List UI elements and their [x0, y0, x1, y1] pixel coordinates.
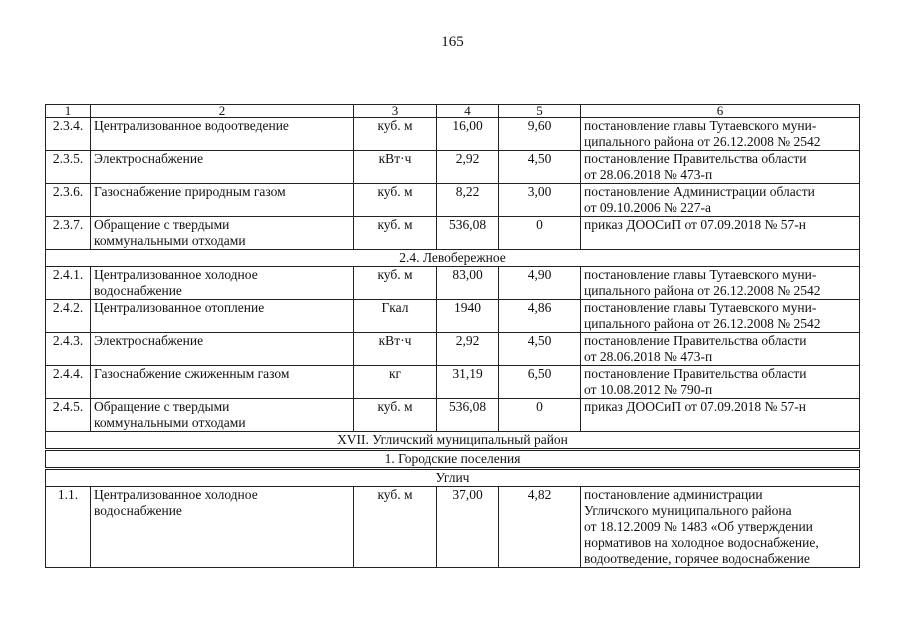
norm-value-2: 0 [499, 399, 581, 432]
service-name-line: Обращение с твердыми [94, 217, 230, 232]
table-row [46, 267, 860, 300]
legal-act-line: от 09.10.2006 № 227-а [584, 200, 711, 215]
service-name-line: Централизованное холодное [94, 267, 258, 282]
column-header: 3 [354, 105, 437, 118]
service-name-line: Централизованное водоотведение [94, 118, 289, 133]
norm-value-2: 4,82 [499, 487, 581, 568]
unit: кВт·ч [354, 333, 437, 366]
table-row [46, 487, 860, 568]
section-title: XVII. Угличский муниципальный район [46, 432, 860, 450]
item-number: 2.4.2. [46, 300, 91, 333]
table-row [46, 300, 860, 333]
column-header: 4 [437, 105, 499, 118]
service-name [91, 267, 354, 300]
legal-act-line: постановление Правительства области [584, 333, 807, 348]
service-name [91, 333, 354, 366]
legal-act-line: водоотведение, горячее водоснабжение [584, 551, 810, 566]
service-name [91, 217, 354, 250]
unit: куб. м [354, 118, 437, 151]
norm-value-2: 4,50 [499, 333, 581, 366]
norm-value: 536,08 [437, 217, 499, 250]
page-number: 165 [441, 34, 464, 50]
service-name [91, 151, 354, 184]
item-number: 2.4.3. [46, 333, 91, 366]
legal-act-line: постановление Администрации области [584, 184, 815, 199]
legal-act [581, 333, 860, 366]
table-row [46, 151, 860, 184]
legal-act-line: от 28.06.2018 № 473-п [584, 349, 713, 364]
service-name-line: водоснабжение [94, 283, 182, 298]
column-header: 2 [91, 105, 354, 118]
service-name [91, 399, 354, 432]
legal-act-line: приказ ДООСиП от 07.09.2018 № 57-н [584, 217, 806, 232]
unit: кВт·ч [354, 151, 437, 184]
item-number: 2.4.5. [46, 399, 91, 432]
section-row [46, 450, 860, 469]
section-row [46, 432, 860, 450]
table-row [46, 118, 860, 151]
legal-act-line: постановление Правительства области [584, 366, 807, 381]
item-number: 2.3.4. [46, 118, 91, 151]
norm-value: 37,00 [437, 487, 499, 568]
legal-act-line: от 10.08.2012 № 790-п [584, 382, 713, 397]
legal-act-line: ципального района от 26.12.2008 № 2542 [584, 134, 821, 149]
norm-value: 1940 [437, 300, 499, 333]
legal-act [581, 399, 860, 432]
table-row [46, 399, 860, 432]
norms-table [45, 104, 860, 568]
service-name [91, 118, 354, 151]
service-name-line: Газоснабжение сжиженным газом [94, 366, 290, 381]
column-header: 6 [581, 105, 860, 118]
service-name [91, 300, 354, 333]
legal-act [581, 267, 860, 300]
legal-act-line: постановление главы Тутаевского муни- [584, 118, 817, 133]
table-row [46, 333, 860, 366]
legal-act-line: от 18.12.2009 № 1483 «Об утверждении [584, 519, 813, 534]
norm-value: 16,00 [437, 118, 499, 151]
norm-value-2: 9,60 [499, 118, 581, 151]
section-title: Углич [46, 469, 860, 487]
section-row [46, 250, 860, 267]
norm-value: 2,92 [437, 333, 499, 366]
legal-act-line: ципального района от 26.12.2008 № 2542 [584, 283, 821, 298]
item-number: 2.3.5. [46, 151, 91, 184]
column-header: 5 [499, 105, 581, 118]
unit: куб. м [354, 399, 437, 432]
table-row [46, 184, 860, 217]
legal-act-line: приказ ДООСиП от 07.09.2018 № 57-н [584, 399, 806, 414]
legal-act [581, 300, 860, 333]
legal-act-line: ципального района от 26.12.2008 № 2542 [584, 316, 821, 331]
table-row [46, 366, 860, 399]
item-number: 2.3.7. [46, 217, 91, 250]
service-name-line: Централизованное холодное [94, 487, 258, 502]
legal-act-line: от 28.06.2018 № 473-п [584, 167, 713, 182]
service-name-line: водоснабжение [94, 503, 182, 518]
column-number-row [46, 105, 860, 118]
legal-act [581, 118, 860, 151]
service-name-line: Электроснабжение [94, 151, 204, 166]
legal-act-line: постановление главы Тутаевского муни- [584, 300, 817, 315]
section-title: 1. Городские поселения [46, 450, 860, 469]
norm-value: 2,92 [437, 151, 499, 184]
legal-act [581, 151, 860, 184]
legal-act-line: постановление Правительства области [584, 151, 807, 166]
item-number: 2.4.4. [46, 366, 91, 399]
item-number: 2.4.1. [46, 267, 91, 300]
norm-value-2: 4,90 [499, 267, 581, 300]
legal-act-line: постановление главы Тутаевского муни- [584, 267, 817, 282]
item-number: 1.1. [46, 487, 91, 568]
norm-value-2: 0 [499, 217, 581, 250]
service-name [91, 487, 354, 568]
norm-value: 83,00 [437, 267, 499, 300]
legal-act [581, 366, 860, 399]
unit: кг [354, 366, 437, 399]
column-header: 1 [46, 105, 91, 118]
legal-act-line: постановление администрации [584, 487, 763, 502]
norm-value-2: 4,50 [499, 151, 581, 184]
service-name-line: коммунальными отходами [94, 415, 246, 430]
unit: куб. м [354, 217, 437, 250]
table-row [46, 217, 860, 250]
norm-value-2: 4,86 [499, 300, 581, 333]
legal-act [581, 487, 860, 568]
unit: куб. м [354, 184, 437, 217]
norm-value-2: 6,50 [499, 366, 581, 399]
norm-value: 8,22 [437, 184, 499, 217]
section-row [46, 469, 860, 487]
norm-value-2: 3,00 [499, 184, 581, 217]
unit: куб. м [354, 487, 437, 568]
service-name-line: Электроснабжение [94, 333, 204, 348]
service-name [91, 366, 354, 399]
norm-value: 31,19 [437, 366, 499, 399]
service-name-line: Централизованное отопление [94, 300, 265, 315]
item-number: 2.3.6. [46, 184, 91, 217]
service-name-line: Обращение с твердыми [94, 399, 230, 414]
service-name-line: Газоснабжение природным газом [94, 184, 286, 199]
legal-act-line: Угличского муниципального района [584, 503, 792, 518]
service-name [91, 184, 354, 217]
unit: Гкал [354, 300, 437, 333]
legal-act-line: нормативов на холодное водоснабжение, [584, 535, 819, 550]
unit: куб. м [354, 267, 437, 300]
legal-act [581, 184, 860, 217]
legal-act [581, 217, 860, 250]
section-title: 2.4. Левобережное [46, 250, 860, 267]
norm-value: 536,08 [437, 399, 499, 432]
service-name-line: коммунальными отходами [94, 233, 246, 248]
